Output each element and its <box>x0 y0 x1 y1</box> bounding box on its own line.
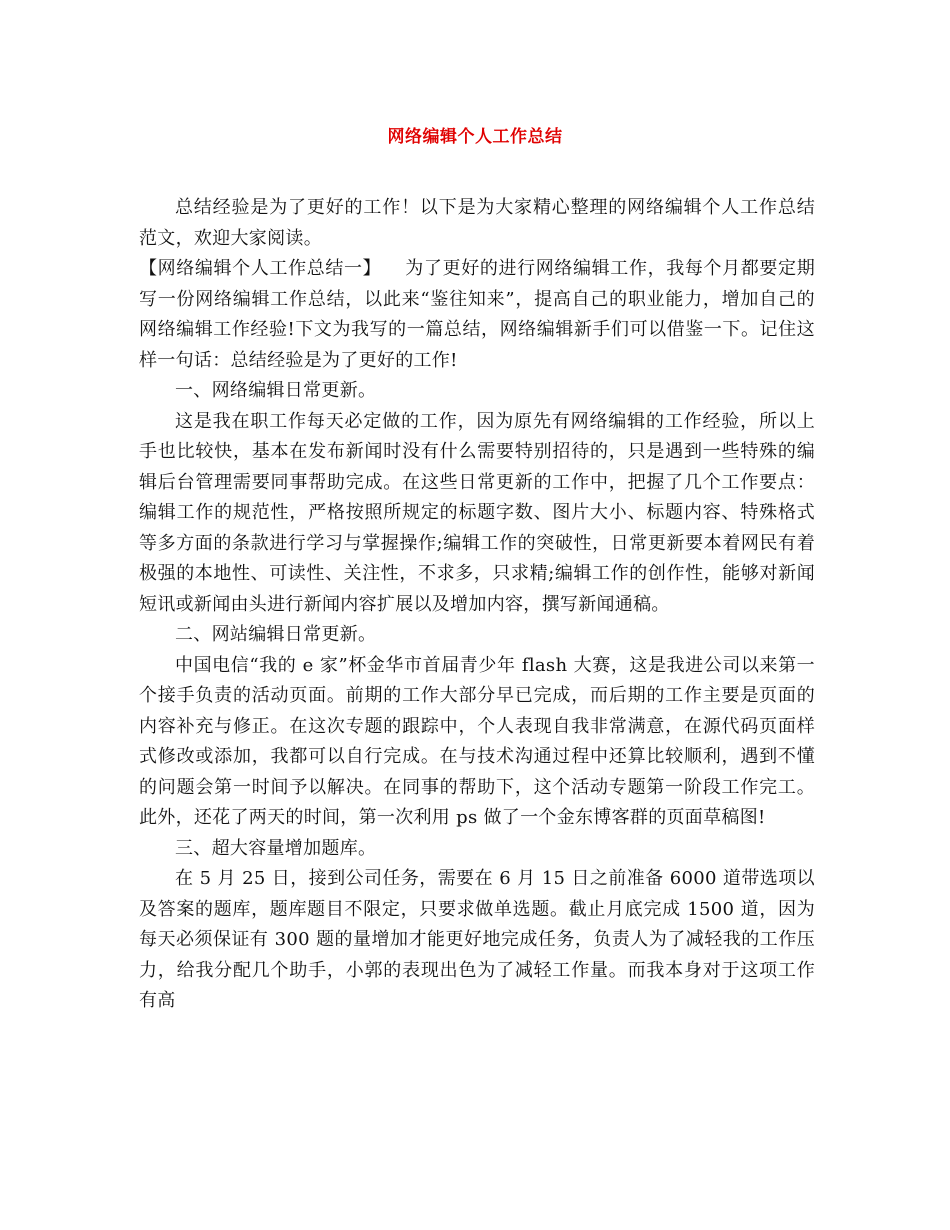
opening-label: 【网络编辑个人工作总结一】 <box>139 258 382 279</box>
opening-text: 为了更好的进行网络编辑工作，我每个月都要定期写一份网络编辑工作总结，以此来“鉴往知来”，提高自己的职业能力，增加自己的网络编辑工作经验!下文为我写的一篇总结，网络编辑新手们可以借鉴一下。记住这样一句话：总结经验是为了更好的工作! <box>139 258 815 371</box>
section-body-3: 在 5 月 25 日，接到公司任务，需要在 6 月 15 日之前准备 6000 道带选项以及答案的题库，题库题目不限定，只要求做单选题。截止月底完成 1500 道，因为每天必须保证有 300 题的量增加才能更好地完成任务，负责人为了减轻我的工作压力，给我分配几个助手，小郭的表现出色为了减轻工作量。而我本身对于这项工作有高 <box>139 868 815 1011</box>
opening-paragraph <box>139 254 815 376</box>
section-body-1: 这是我在职工作每天必定做的工作，因为原先有网络编辑的工作经验，所以上手也比较快，基本在发布新闻时没有什么需要特别招待的，只是遇到一些特殊的编辑后台管理需要同事帮助完成。在这些日常更新的工作中，把握了几个工作要点：编辑工作的规范性，严格按照所规定的标题字数、图片大小、标题内容、特殊格式等多方面的条款进行学习与掌握操作;编辑工作的突破性，日常更新要本着网民有着极强的本地性、可读性、关注性，不求多，只求精;编辑工作的创作性，能够对新闻短讯或新闻由头进行新闻内容扩展以及增加内容，撰写新闻通稿。 <box>139 410 815 615</box>
section-heading-3: 三、超大容量增加题库。 <box>175 837 377 859</box>
section-body-2: 中国电信“我的 e 家”杯金华市首届青少年 flash 大赛，这是我进公司以来第一个接手负责的活动页面。前期的工作大部分早已完成，而后期的工作主要是页面的内容补充与修正。在这次专题的跟踪中，个人表现自我非常满意，在源代码页面样式修改或添加，我都可以自行完成。在与技术沟通过程中还算比较顺利，遇到不懂的问题会第一时间予以解决。在同事的帮助下，这个活动专题第一阶段工作完工。此外，还花了两天的时间，第一次利用 ps 做了一个金东博客群的页面草稿图! <box>139 654 815 828</box>
document-body <box>139 193 815 1017</box>
section-heading-2: 二、网站编辑日常更新。 <box>175 624 377 645</box>
section-heading-1: 一、网络编辑日常更新。 <box>175 380 377 401</box>
document-title: 网络编辑个人工作总结 <box>387 127 563 147</box>
intro-paragraph: 总结经验是为了更好的工作！以下是为大家精心整理的网络编辑个人工作总结范文，欢迎大家阅读。 <box>139 197 815 249</box>
